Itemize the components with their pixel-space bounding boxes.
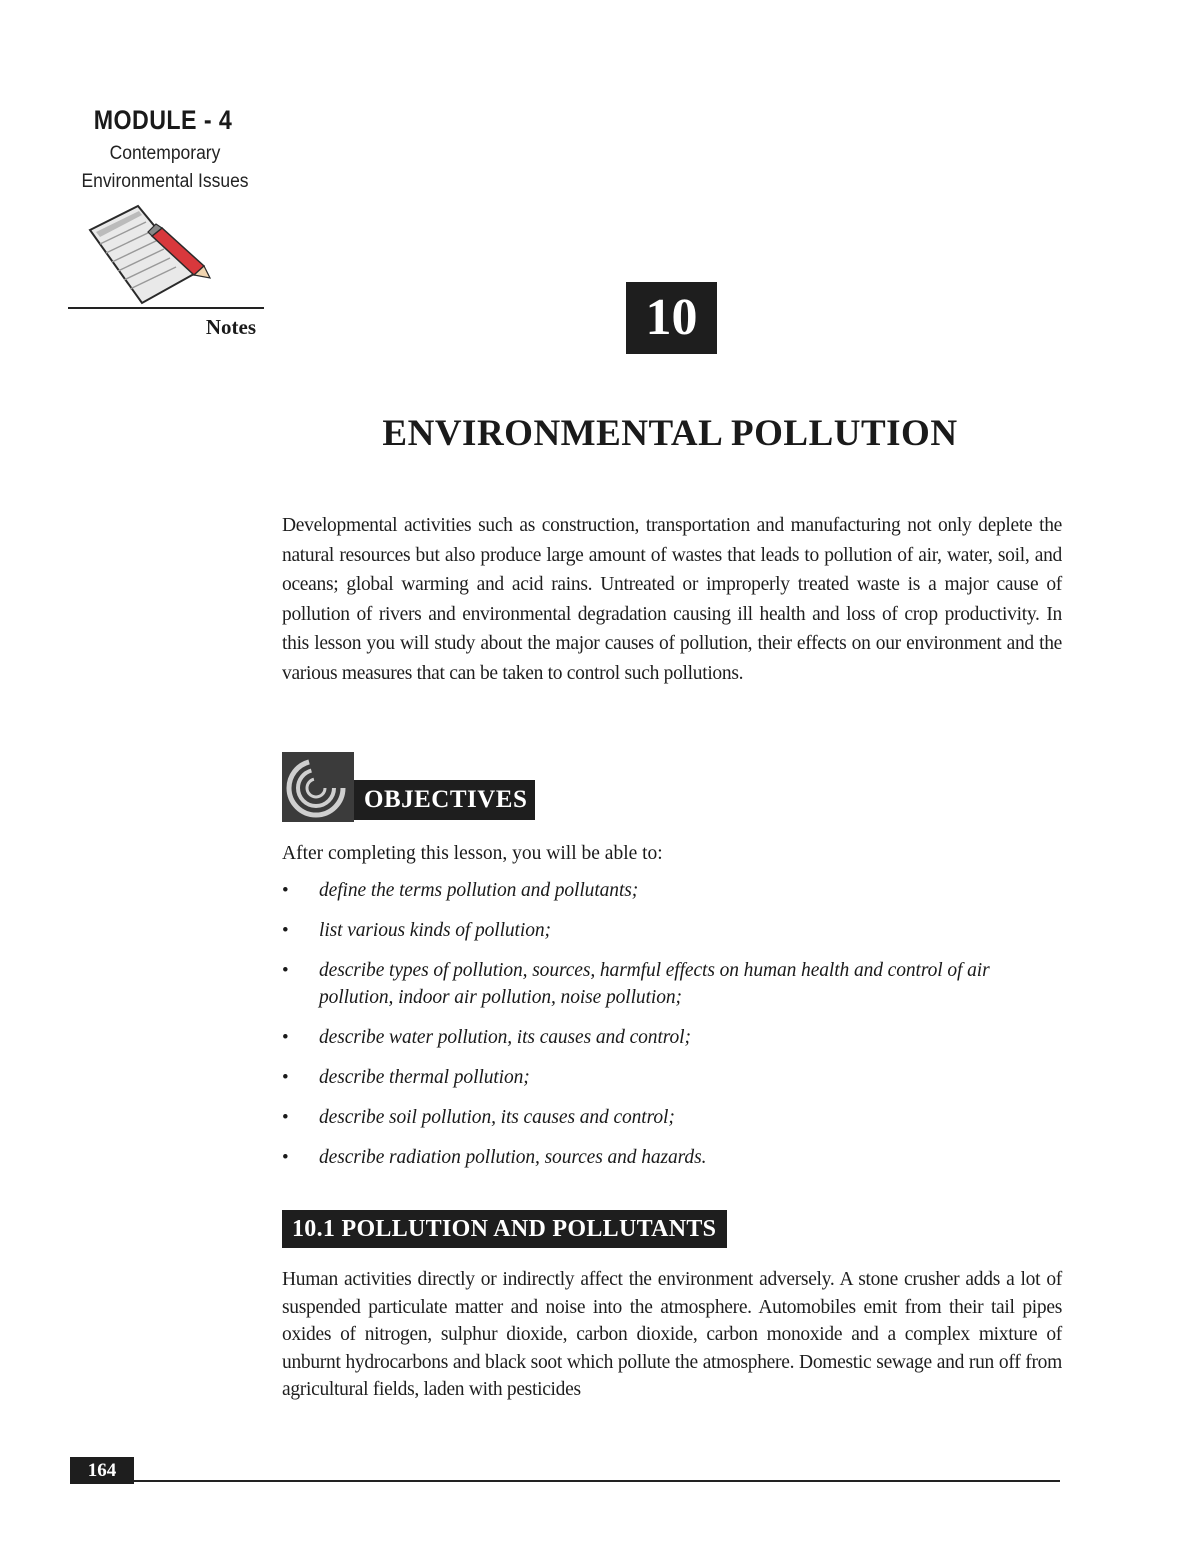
objective-text: describe thermal pollution; [319, 1067, 530, 1088]
list-item [282, 877, 1062, 904]
section-paragraph: Human activities directly or indirectly affect the environment adversely. A stone crusher adds a lot of suspended particulate matter and noise into the atmosphere. Automobiles emit from their tail pipes oxides of nitrogen, sulphur dioxide, carbon dioxide, carbon monoxide and a complex mixture of unburnt hydrocarbons and black soot which pollute the atmosphere. Domestic sewage and run off from agricultural fields, laden with pesticides [282, 1269, 1062, 1400]
bullet: • [282, 880, 289, 901]
objective-text: define the terms pollution and pollutants; [319, 880, 639, 901]
bullet: • [282, 1147, 289, 1168]
module-subtitle-line2: Environmental Issues [81, 171, 249, 192]
bullet: • [282, 1027, 289, 1048]
section-heading: 10.1 POLLUTION AND POLLUTANTS [282, 1210, 727, 1248]
list-item [282, 957, 1062, 1011]
chapter-number: 10 [626, 282, 717, 354]
footer-rule [134, 1480, 1060, 1482]
objective-text: describe soil pollution, its causes and control; [319, 1107, 675, 1128]
list-item [282, 1064, 1062, 1091]
objective-text: describe radiation pollution, sources and hazards. [319, 1147, 707, 1168]
objective-text: describe types of pollution, sources, harmful effects on human health and control of air pollution, indoor air pollution, noise pollution; [319, 960, 990, 1008]
bullet: • [282, 960, 289, 981]
module-subtitle [68, 140, 261, 196]
bullet: • [282, 1067, 289, 1088]
notepad-pencil-icon [76, 200, 216, 315]
objectives-target-icon [282, 752, 354, 822]
chapter-title: ENVIRONMENTAL POLLUTION [382, 413, 958, 454]
list-item [282, 1144, 1062, 1171]
intro-paragraph: Developmental activities such as construction, transportation and manufacturing not only deplete the natural resources but also produce large amount of wastes that leads to pollution of air, water, soil, and oceans; global warming and acid rains. Untreated or improperly treated waste is a major cause of pollution of rivers and environmental degradation causing ill health and loss of crop productivity. In this lesson you will study about the major causes of pollution, their effects on our environment and the various measures that can be taken to control such pollutions. [282, 515, 1062, 684]
objectives-label: OBJECTIVES [354, 780, 535, 820]
module-sidebar [60, 105, 270, 196]
objectives-lead: After completing this lesson, you will be able to: [282, 843, 663, 864]
list-item [282, 917, 1062, 944]
list-item [282, 1024, 1062, 1051]
notes-label: Notes [205, 315, 256, 339]
module-subtitle-line1: Contemporary [109, 143, 221, 164]
page-number: 164 [70, 1457, 134, 1484]
bullet: • [282, 1107, 289, 1128]
notes-rule [68, 307, 264, 309]
module-title: MODULE - 4 [93, 105, 233, 135]
objectives-list [282, 877, 1062, 1184]
notes-marker [68, 200, 264, 345]
list-item [282, 1104, 1062, 1131]
bullet: • [282, 920, 289, 941]
objective-text: list various kinds of pollution; [319, 920, 551, 941]
objective-text: describe water pollution, its causes and control; [319, 1027, 691, 1048]
